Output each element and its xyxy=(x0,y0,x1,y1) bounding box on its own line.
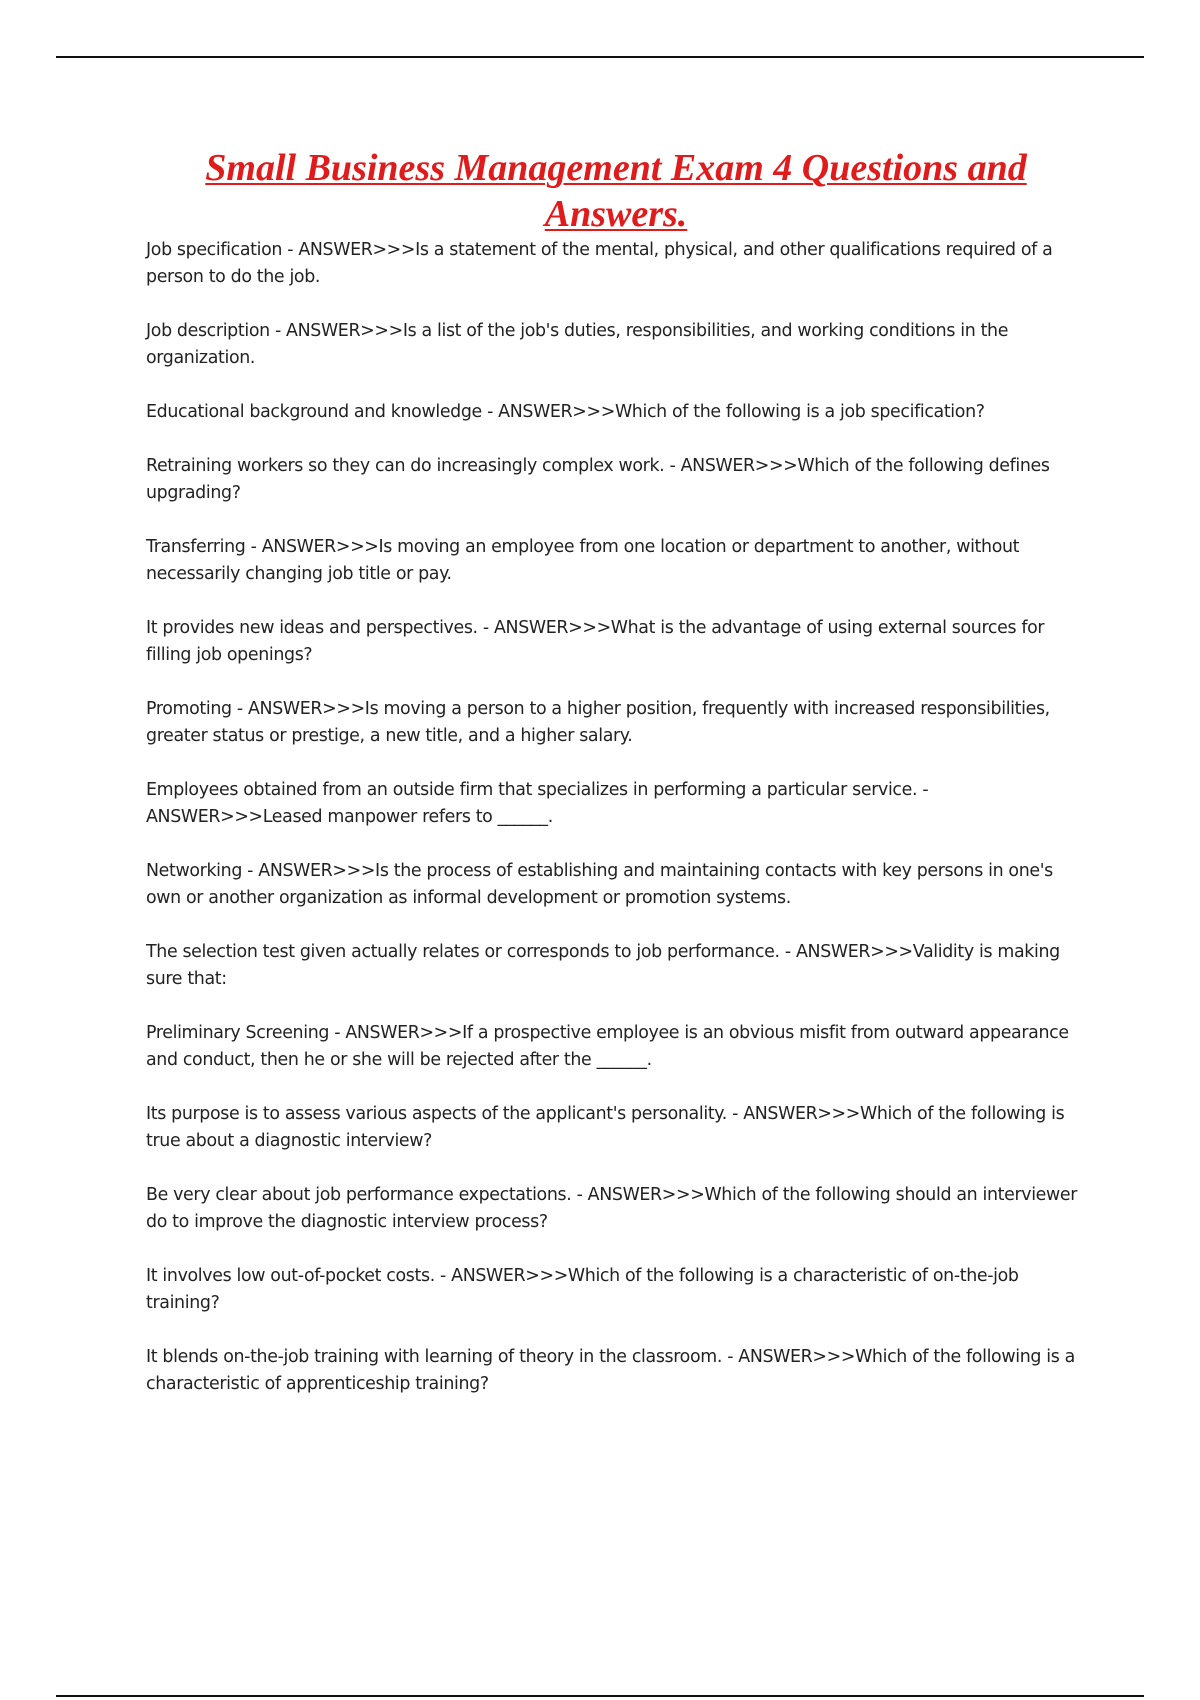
qa-item: Retraining workers so they can do increasingly complex work. - ANSWER>>>Which of the following defines upgrading? xyxy=(146,456,1050,503)
qa-list xyxy=(146,237,1086,1425)
qa-item: Educational background and knowledge - ANSWER>>>Which of the following is a job specification? xyxy=(146,402,985,422)
qa-item: Its purpose is to assess various aspects of the applicant's personality. - ANSWER>>>Which of the following is true about a diagnostic interview? xyxy=(146,1104,1065,1151)
top-rule xyxy=(56,56,1144,58)
qa-item: Job description - ANSWER>>>Is a list of the job's duties, responsibilities, and working conditions in the organization. xyxy=(146,321,1009,368)
qa-item: Employees obtained from an outside firm that specializes in performing a particular service. - ANSWER>>>Leased manpower refers to ______. xyxy=(146,780,929,827)
qa-item: It provides new ideas and perspectives. - ANSWER>>>What is the advantage of using external sources for filling job openings? xyxy=(146,618,1045,665)
qa-item: Transferring - ANSWER>>>Is moving an employee from one location or department to another, without necessarily changing job title or pay. xyxy=(146,537,1020,584)
qa-item: Job specification - ANSWER>>>Is a statement of the mental, physical, and other qualifications required of a person to do the job. xyxy=(146,240,1053,287)
qa-item: Preliminary Screening - ANSWER>>>If a prospective employee is an obvious misfit from outward appearance and conduct, then he or she will be rejected after the ______. xyxy=(146,1023,1069,1070)
qa-item: It involves low out-of-pocket costs. - ANSWER>>>Which of the following is a characteristic of on-the-job training? xyxy=(146,1266,1019,1313)
qa-item: Be very clear about job performance expectations. - ANSWER>>>Which of the following should an interviewer do to improve the diagnostic interview process? xyxy=(146,1185,1078,1232)
qa-item: Networking - ANSWER>>>Is the process of establishing and maintaining contacts with key persons in one's own or another organization as informal development or promotion systems. xyxy=(146,861,1053,908)
qa-item: The selection test given actually relates or corresponds to job performance. - ANSWER>>>Validity is making sure that: xyxy=(146,942,1060,989)
bottom-rule xyxy=(56,1695,1144,1697)
qa-item: It blends on-the-job training with learning of theory in the classroom. - ANSWER>>>Which of the following is a characteristic of apprenticeship training? xyxy=(146,1347,1075,1394)
qa-item: Promoting - ANSWER>>>Is moving a person to a higher position, frequently with increased responsibilities, greater status or prestige, a new title, and a higher salary. xyxy=(146,699,1050,746)
document-title: Small Business Management Exam 4 Questions and Answers. xyxy=(205,147,1027,235)
